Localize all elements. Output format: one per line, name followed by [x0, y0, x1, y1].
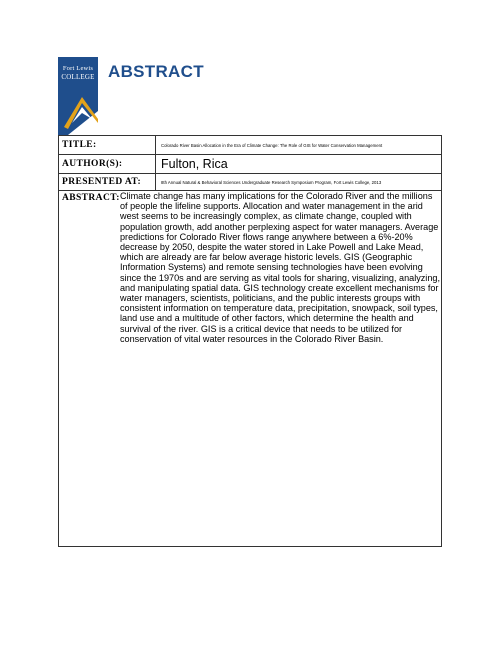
fort-lewis-college-logo — [58, 57, 98, 135]
abstract-table — [58, 135, 442, 547]
title-value: Colorado River Basin Allocation in the Era of Climate Change: The Role of GIS for Water Conservation Management — [161, 143, 383, 148]
column-divider — [155, 136, 156, 191]
presented-row — [59, 174, 441, 191]
presented-value: 8th Annual Natural & Behavioral Sciences Undergraduate Research Symposium Program, Fort Lewis College, 2013 — [161, 180, 382, 185]
author-label: AUTHOR(S): — [62, 159, 123, 169]
title-label: TITLE: — [62, 140, 97, 150]
abstract-label: ABSTRACT: — [62, 193, 120, 203]
presented-label: PRESENTED AT: — [62, 177, 142, 187]
title-row — [59, 136, 441, 155]
logo-text-line2: COLLEGE — [61, 73, 95, 81]
abstract-body: Climate change has many implications for the Colorado River and the millions of people the lifeline supports. Allocation and water management in the arid west seems to be increasingly complex, as climate change, coupled with population growth, add another perplexing aspect for water managers. Average predictions for Colorado River flows range anywhere between a 6%-20% decrease by 2050, despite the water stored in Lake Powell and Lake Mead, which are already are far below average historic levels. GIS (Geographic Information Systems) and remote sensing technologies have been evolving since the 1970s and are serving as vital tools for sharing, visualizing, analyzing, and manipulating spatial data. GIS technology create excellent mechanisms for water managers, scientists, politicians, and the public interests groups with consistent information on temperature data, precipitation, snowpack, soil types, land use and a multitude of other factors, which determine the health and survival of the river. GIS is a critical device that needs to be utilized for conservation of vital water resources in the Colorado River Basin. — [120, 191, 440, 344]
author-value: Fulton, Rica — [161, 157, 228, 171]
logo-text-line1: Fort Lewis — [62, 65, 94, 72]
author-row — [59, 155, 441, 174]
page-heading: ABSTRACT — [108, 62, 204, 81]
